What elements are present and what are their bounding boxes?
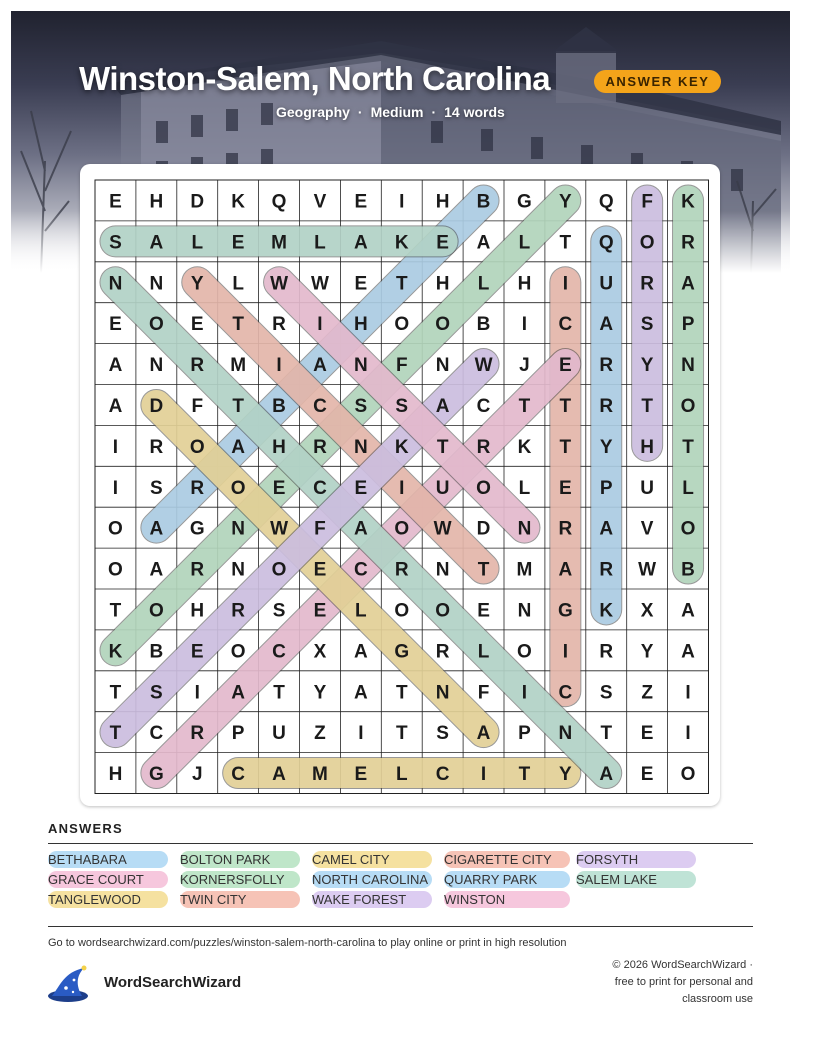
grid-cell-letter[interactable]: N bbox=[353, 436, 368, 458]
grid-cell-letter[interactable]: E bbox=[436, 232, 449, 254]
answers-divider bbox=[48, 843, 753, 844]
grid-cell-letter[interactable]: R bbox=[272, 314, 286, 336]
grid-cell-letter[interactable]: M bbox=[516, 559, 533, 581]
grid-cell-letter[interactable]: I bbox=[521, 314, 528, 336]
grid-cell-letter[interactable]: O bbox=[680, 518, 696, 540]
grid-cell-letter[interactable]: O bbox=[148, 600, 164, 622]
grid-cell-letter[interactable]: E bbox=[190, 641, 204, 663]
grid-cell-letter[interactable]: R bbox=[190, 477, 205, 499]
grid-cell-letter[interactable]: I bbox=[399, 477, 405, 499]
grid-cell-letter[interactable]: E bbox=[559, 355, 572, 377]
grid-cell-letter[interactable]: E bbox=[640, 764, 654, 786]
grid-cell-letter[interactable]: R bbox=[435, 641, 450, 663]
grid-cell-letter[interactable]: F bbox=[314, 518, 326, 540]
grid-cell-letter[interactable]: E bbox=[231, 232, 245, 254]
grid-cell-letter[interactable]: C bbox=[231, 764, 246, 786]
grid-cell-letter[interactable]: A bbox=[558, 559, 573, 581]
grid-cell-letter[interactable]: C bbox=[558, 682, 573, 704]
footer-link[interactable]: Go to wordsearchwizard.com/puzzles/winston-salem-north-carolina to play online or print in high resolution bbox=[48, 937, 567, 949]
grid-cell-letter[interactable]: I bbox=[685, 682, 691, 704]
grid-cell-letter[interactable]: K bbox=[394, 232, 409, 254]
grid-cell-letter[interactable]: O bbox=[435, 314, 451, 336]
grid-cell-letter[interactable]: A bbox=[476, 232, 491, 254]
grid-cell-letter[interactable]: A bbox=[353, 641, 368, 663]
grid-cell-letter[interactable]: O bbox=[230, 477, 246, 499]
grid-cell-letter[interactable]: R bbox=[190, 355, 205, 377]
grid-cell-letter[interactable]: F bbox=[395, 355, 408, 377]
grid-cell-letter[interactable]: R bbox=[476, 436, 491, 458]
grid-cell-letter[interactable]: R bbox=[599, 641, 614, 663]
grid-cell-letter[interactable]: D bbox=[149, 395, 164, 417]
grid-cell-letter[interactable]: L bbox=[191, 232, 204, 254]
grid-cell-letter[interactable]: H bbox=[108, 764, 123, 786]
grid-cell-letter[interactable]: O bbox=[394, 518, 410, 540]
grid-cell-letter[interactable]: B bbox=[476, 191, 491, 213]
copyright-line: classroom use bbox=[682, 993, 753, 1005]
grid-cell-letter[interactable]: H bbox=[190, 600, 205, 622]
grid-cell-letter[interactable]: N bbox=[353, 355, 368, 377]
grid-cell-letter[interactable]: I bbox=[276, 355, 282, 377]
grid-cell-letter[interactable]: S bbox=[436, 723, 449, 745]
grid-cell-letter[interactable]: Y bbox=[559, 764, 572, 786]
grid-cell-letter[interactable]: O bbox=[189, 436, 205, 458]
meta-separator: · bbox=[431, 104, 437, 120]
grid-cell-letter[interactable]: A bbox=[149, 518, 164, 540]
grid-cell-letter[interactable]: W bbox=[310, 273, 329, 295]
grid-cell-letter[interactable]: U bbox=[640, 477, 655, 499]
grid-cell-letter[interactable]: J bbox=[191, 764, 203, 786]
grid-cell-letter[interactable]: C bbox=[313, 395, 327, 417]
grid-cell-letter[interactable]: I bbox=[562, 641, 568, 663]
grid-cell-letter[interactable]: I bbox=[112, 477, 119, 499]
grid-cell-letter[interactable]: A bbox=[353, 518, 368, 540]
grid-cell-letter[interactable]: W bbox=[270, 273, 289, 295]
grid-cell-letter[interactable]: Y bbox=[640, 641, 654, 663]
grid-cell-letter[interactable]: R bbox=[558, 518, 573, 540]
grid-cell-letter[interactable]: T bbox=[559, 232, 572, 254]
grid-cell-letter[interactable]: R bbox=[190, 559, 205, 581]
grid-cell-letter[interactable]: E bbox=[354, 191, 368, 213]
grid-cell-letter[interactable]: A bbox=[681, 641, 695, 663]
grid-cell-letter[interactable]: I bbox=[112, 436, 119, 458]
grid-cell-letter[interactable]: P bbox=[599, 477, 613, 499]
grid-cell-letter[interactable]: G bbox=[394, 641, 410, 663]
grid-cell-letter[interactable]: A bbox=[681, 273, 695, 295]
grid-cell-letter[interactable]: D bbox=[476, 518, 491, 540]
grid-cell-letter[interactable]: Q bbox=[598, 191, 614, 213]
grid-cell-letter[interactable]: K bbox=[108, 641, 123, 663]
footer-divider bbox=[48, 926, 753, 927]
grid-cell-letter[interactable]: I bbox=[521, 682, 528, 704]
grid-cell-letter[interactable]: M bbox=[312, 764, 328, 786]
grid-cell-letter[interactable]: T bbox=[518, 395, 531, 417]
answer-item: SALEM LAKE bbox=[576, 871, 696, 888]
category-label: Geography bbox=[276, 104, 350, 120]
grid-cell-letter[interactable]: A bbox=[313, 355, 327, 377]
grid-cell-letter[interactable]: L bbox=[395, 764, 408, 786]
grid-cell-letter[interactable]: P bbox=[681, 314, 695, 336]
grid-cell-letter[interactable]: N bbox=[435, 682, 450, 704]
difficulty-label: Medium bbox=[370, 104, 424, 120]
meta-separator: · bbox=[357, 104, 363, 120]
grid-cell-letter[interactable]: A bbox=[149, 232, 164, 254]
grid-cell-letter[interactable]: N bbox=[517, 600, 532, 622]
answer-item: BETHABARA bbox=[48, 851, 168, 868]
grid-cell-letter[interactable]: A bbox=[231, 436, 246, 458]
grid-cell-letter[interactable]: P bbox=[231, 723, 245, 745]
grid-cell-letter[interactable]: I bbox=[685, 723, 691, 745]
grid-cell-letter[interactable]: K bbox=[231, 191, 246, 213]
grid-cell-letter[interactable]: R bbox=[231, 600, 246, 622]
grid-cell-letter[interactable]: L bbox=[232, 273, 244, 295]
grid-cell-letter[interactable]: T bbox=[395, 723, 408, 745]
grid-cell-letter[interactable]: Y bbox=[190, 273, 204, 295]
grid-cell-letter[interactable]: I bbox=[562, 273, 568, 295]
grid-cell-letter[interactable]: A bbox=[108, 355, 123, 377]
grid-cell-letter[interactable]: G bbox=[148, 764, 164, 786]
grid-cell-letter[interactable]: I bbox=[480, 764, 487, 786]
grid-cell-letter[interactable]: A bbox=[353, 682, 368, 704]
answer-item: GRACE COURT bbox=[48, 871, 168, 888]
grid-cell-letter[interactable]: T bbox=[109, 600, 122, 622]
grid-cell-letter[interactable]: V bbox=[313, 191, 327, 213]
grid-cell-letter[interactable]: B bbox=[149, 641, 164, 663]
grid-cell-letter[interactable]: N bbox=[681, 355, 695, 377]
answer-item: WINSTON bbox=[444, 891, 570, 908]
grid-cell-letter[interactable]: T bbox=[436, 436, 449, 458]
grid-cell-letter[interactable]: A bbox=[599, 314, 614, 336]
grid-cell-letter[interactable]: R bbox=[681, 232, 695, 254]
grid-cell-letter[interactable]: O bbox=[394, 314, 410, 336]
grid-cell-letter[interactable]: D bbox=[190, 191, 205, 213]
grid-cell-letter[interactable]: T bbox=[559, 436, 572, 458]
answers-list bbox=[48, 851, 768, 917]
grid-cell-letter[interactable]: N bbox=[435, 559, 450, 581]
grid-cell-letter[interactable]: T bbox=[477, 559, 490, 581]
grid-cell-letter[interactable]: X bbox=[313, 641, 327, 663]
grid-cell-letter[interactable]: A bbox=[231, 682, 246, 704]
grid-cell-letter[interactable]: Q bbox=[598, 232, 614, 254]
answers-heading: ANSWERS bbox=[48, 821, 123, 836]
grid-cell-letter[interactable]: R bbox=[599, 355, 614, 377]
grid-cell-letter[interactable]: H bbox=[353, 314, 368, 336]
grid-cell-letter[interactable]: P bbox=[518, 723, 531, 745]
grid-cell-letter[interactable]: Y bbox=[559, 191, 572, 213]
grid-cell-letter[interactable]: E bbox=[272, 477, 286, 499]
grid-cell-letter[interactable]: L bbox=[355, 600, 367, 622]
answer-item: TANGLEWOOD bbox=[48, 891, 168, 908]
grid-cell-letter[interactable]: R bbox=[149, 436, 164, 458]
grid-cell-letter[interactable]: H bbox=[435, 273, 450, 295]
grid-cell-letter[interactable]: C bbox=[558, 314, 573, 336]
grid-cell-letter[interactable]: E bbox=[190, 314, 204, 336]
answer-item: FORSYTH bbox=[576, 851, 696, 868]
grid-cell-letter[interactable]: R bbox=[394, 559, 409, 581]
grid-cell-letter[interactable]: L bbox=[314, 232, 326, 254]
grid-cell-letter[interactable]: N bbox=[231, 518, 246, 540]
letter-layer bbox=[108, 191, 695, 785]
grid-cell-letter[interactable]: F bbox=[477, 682, 490, 704]
grid-cell-letter[interactable]: M bbox=[230, 355, 247, 377]
grid-cell-letter[interactable]: T bbox=[682, 436, 694, 458]
grid-cell-letter[interactable]: A bbox=[272, 764, 286, 786]
grid-cell-letter[interactable]: R bbox=[313, 436, 327, 458]
grid-cell-letter[interactable]: W bbox=[638, 559, 657, 581]
grid-cell-letter[interactable]: E bbox=[559, 477, 572, 499]
grid-cell-letter[interactable]: A bbox=[435, 395, 450, 417]
grid-cell-letter[interactable]: N bbox=[558, 723, 573, 745]
grid-cell-letter[interactable]: I bbox=[194, 682, 200, 704]
grid-cell-letter[interactable]: N bbox=[231, 559, 246, 581]
grid-cell-letter[interactable]: F bbox=[191, 395, 204, 417]
grid-cell-letter[interactable]: C bbox=[476, 395, 491, 417]
grid-cell-letter[interactable]: L bbox=[518, 477, 531, 499]
grid-cell-letter[interactable]: O bbox=[394, 600, 410, 622]
answer-item: KORNERSFOLLY bbox=[180, 871, 300, 888]
grid-cell-letter[interactable]: T bbox=[232, 395, 244, 417]
grid-cell-letter[interactable]: L bbox=[682, 477, 694, 499]
grid-cell-letter[interactable]: L bbox=[477, 641, 490, 663]
grid-cell-letter[interactable]: Y bbox=[599, 436, 613, 458]
grid-cell-letter[interactable]: E bbox=[477, 600, 490, 622]
brand-name: WordSearchWizard bbox=[104, 974, 242, 991]
grid-cell-letter[interactable]: A bbox=[681, 600, 695, 622]
grid-cell-letter[interactable]: T bbox=[518, 764, 531, 786]
grid-cell-letter[interactable]: A bbox=[599, 764, 614, 786]
grid-cell-letter[interactable]: B bbox=[272, 395, 286, 417]
grid-cell-letter[interactable]: Y bbox=[640, 355, 654, 377]
grid-cell-letter[interactable]: A bbox=[476, 723, 491, 745]
grid-cell-letter[interactable]: N bbox=[517, 518, 532, 540]
grid-cell-letter[interactable]: S bbox=[640, 314, 654, 336]
grid-cell-letter[interactable]: X bbox=[640, 600, 654, 622]
grid-cell-letter[interactable]: E bbox=[109, 191, 122, 213]
grid-cell-letter[interactable]: C bbox=[435, 764, 450, 786]
grid-cell-letter[interactable]: O bbox=[476, 477, 491, 499]
grid-cell-letter[interactable]: O bbox=[680, 395, 696, 417]
answer-item: WAKE FOREST bbox=[312, 891, 432, 908]
grid-cell-letter[interactable]: T bbox=[559, 395, 572, 417]
grid-cell-letter[interactable]: H bbox=[517, 273, 532, 295]
grid-cell-letter[interactable]: O bbox=[435, 600, 451, 622]
grid-cell-letter[interactable]: H bbox=[149, 191, 164, 213]
copyright-line: © 2026 WordSearchWizard · bbox=[612, 959, 753, 971]
grid-cell-letter[interactable]: A bbox=[149, 559, 164, 581]
grid-cell-letter[interactable]: C bbox=[272, 641, 286, 663]
answer-item: QUARRY PARK bbox=[444, 871, 570, 888]
answer-item: CIGARETTE CITY bbox=[444, 851, 570, 868]
grid-cell-letter[interactable]: G bbox=[557, 600, 573, 622]
grid-cell-letter[interactable]: S bbox=[150, 682, 163, 704]
grid-cell-letter[interactable]: A bbox=[599, 518, 614, 540]
grid-cell-letter[interactable]: T bbox=[109, 723, 122, 745]
grid-cell-letter[interactable]: S bbox=[150, 477, 163, 499]
grid-cell-letter[interactable]: T bbox=[600, 723, 613, 745]
grid-cell-letter[interactable]: K bbox=[599, 600, 614, 622]
grid-cell-letter[interactable]: O bbox=[680, 764, 696, 786]
grid-cell-letter[interactable]: E bbox=[354, 273, 368, 295]
grid-cell-letter[interactable]: B bbox=[476, 314, 491, 336]
grid-cell-letter[interactable]: N bbox=[435, 355, 450, 377]
copyright-notice bbox=[553, 957, 753, 1008]
grid-cell-letter[interactable]: T bbox=[109, 682, 122, 704]
grid-cell-letter[interactable]: V bbox=[640, 518, 654, 540]
grid-cell-letter[interactable]: A bbox=[108, 395, 123, 417]
grid-cell-letter[interactable]: U bbox=[599, 273, 614, 295]
grid-cell-letter[interactable]: W bbox=[433, 518, 452, 540]
grid-cell-letter[interactable]: O bbox=[271, 559, 287, 581]
grid-cell-letter[interactable]: G bbox=[189, 518, 205, 540]
grid-cell-letter[interactable]: T bbox=[232, 314, 244, 336]
grid-cell-letter[interactable]: R bbox=[599, 395, 614, 417]
grid-cell-letter[interactable]: S bbox=[272, 600, 286, 622]
answer-key-badge: ANSWER KEY bbox=[594, 70, 721, 93]
grid-cell-letter[interactable]: C bbox=[353, 559, 368, 581]
grid-cell-letter[interactable]: I bbox=[358, 723, 364, 745]
grid-cell-letter[interactable]: R bbox=[640, 273, 655, 295]
grid-cell-letter[interactable]: O bbox=[517, 641, 532, 663]
grid-cell-letter[interactable]: C bbox=[149, 723, 164, 745]
puzzle-title: Winston-Salem, North Carolina bbox=[79, 60, 551, 97]
grid-cell-letter[interactable]: T bbox=[395, 273, 408, 295]
grid-cell-letter[interactable]: S bbox=[354, 395, 368, 417]
grid-cell-letter[interactable]: B bbox=[681, 559, 695, 581]
grid-cell-letter[interactable]: I bbox=[317, 314, 323, 336]
grid-cell-letter[interactable]: C bbox=[313, 477, 327, 499]
grid-cell-letter[interactable]: M bbox=[271, 232, 287, 254]
answer-item: BOLTON PARK bbox=[180, 851, 300, 868]
grid-cell-letter[interactable]: E bbox=[313, 600, 327, 622]
grid-cell-letter[interactable]: Q bbox=[271, 191, 287, 213]
grid-cell-letter[interactable]: T bbox=[273, 682, 285, 704]
grid-cell-letter[interactable]: O bbox=[230, 641, 246, 663]
grid-cell-letter[interactable]: J bbox=[519, 355, 530, 377]
grid-cell-letter[interactable]: E bbox=[313, 559, 327, 581]
grid-cell-letter[interactable]: E bbox=[354, 477, 368, 499]
grid-cell-letter[interactable]: N bbox=[149, 355, 164, 377]
grid-cell-letter[interactable]: N bbox=[108, 273, 123, 295]
grid-cell-letter[interactable]: Y bbox=[313, 682, 327, 704]
grid-cell-letter[interactable]: U bbox=[272, 723, 286, 745]
grid-cell-letter[interactable]: F bbox=[641, 191, 653, 213]
grid-cell-letter[interactable]: S bbox=[599, 682, 613, 704]
grid-cell-letter[interactable]: E bbox=[354, 764, 368, 786]
grid-cell-letter[interactable]: Z bbox=[641, 682, 653, 704]
grid-cell-letter[interactable]: S bbox=[395, 395, 409, 417]
answer-item: CAMEL CITY bbox=[312, 851, 432, 868]
wizard-hat-icon bbox=[46, 964, 94, 1006]
grid-cell-letter[interactable]: O bbox=[639, 232, 655, 254]
grid-cell-letter[interactable]: W bbox=[474, 355, 493, 377]
answer-item: NORTH CAROLINA bbox=[312, 871, 432, 888]
grid-cell-letter[interactable]: L bbox=[518, 232, 531, 254]
grid-cell-letter[interactable]: T bbox=[641, 395, 653, 417]
copyright-line: free to print for personal and bbox=[614, 976, 753, 988]
grid-cell-letter[interactable]: S bbox=[109, 232, 122, 254]
grid-cell-letter[interactable]: L bbox=[477, 273, 490, 295]
grid-cell-letter[interactable]: A bbox=[353, 232, 368, 254]
grid-cell-letter[interactable]: E bbox=[640, 723, 654, 745]
grid-cell-letter[interactable]: T bbox=[395, 682, 408, 704]
grid-cell-letter[interactable]: R bbox=[190, 723, 205, 745]
grid-cell-letter[interactable]: H bbox=[435, 191, 450, 213]
grid-cell-letter[interactable]: I bbox=[399, 191, 405, 213]
grid-cell-letter[interactable]: K bbox=[517, 436, 532, 458]
answer-item: TWIN CITY bbox=[180, 891, 300, 908]
grid-cell-letter[interactable]: O bbox=[108, 518, 123, 540]
grid-cell-letter[interactable]: H bbox=[640, 436, 655, 458]
grid-cell-letter[interactable]: R bbox=[599, 559, 614, 581]
grid-cell-letter[interactable]: O bbox=[108, 559, 123, 581]
grid-cell-letter[interactable]: E bbox=[109, 314, 122, 336]
word-count-label: 14 words bbox=[444, 104, 505, 120]
grid-cell-letter[interactable]: O bbox=[148, 314, 164, 336]
grid-cell-letter[interactable]: W bbox=[270, 518, 289, 540]
grid-cell-letter[interactable]: K bbox=[394, 436, 409, 458]
grid-cell-letter[interactable]: K bbox=[681, 191, 695, 213]
grid-cell-letter[interactable]: U bbox=[435, 477, 450, 499]
grid-cell-letter[interactable]: H bbox=[272, 436, 286, 458]
grid-cell-letter[interactable]: G bbox=[517, 191, 532, 213]
grid-cell-letter[interactable]: N bbox=[149, 273, 164, 295]
grid-cell-letter[interactable]: Z bbox=[314, 723, 326, 745]
